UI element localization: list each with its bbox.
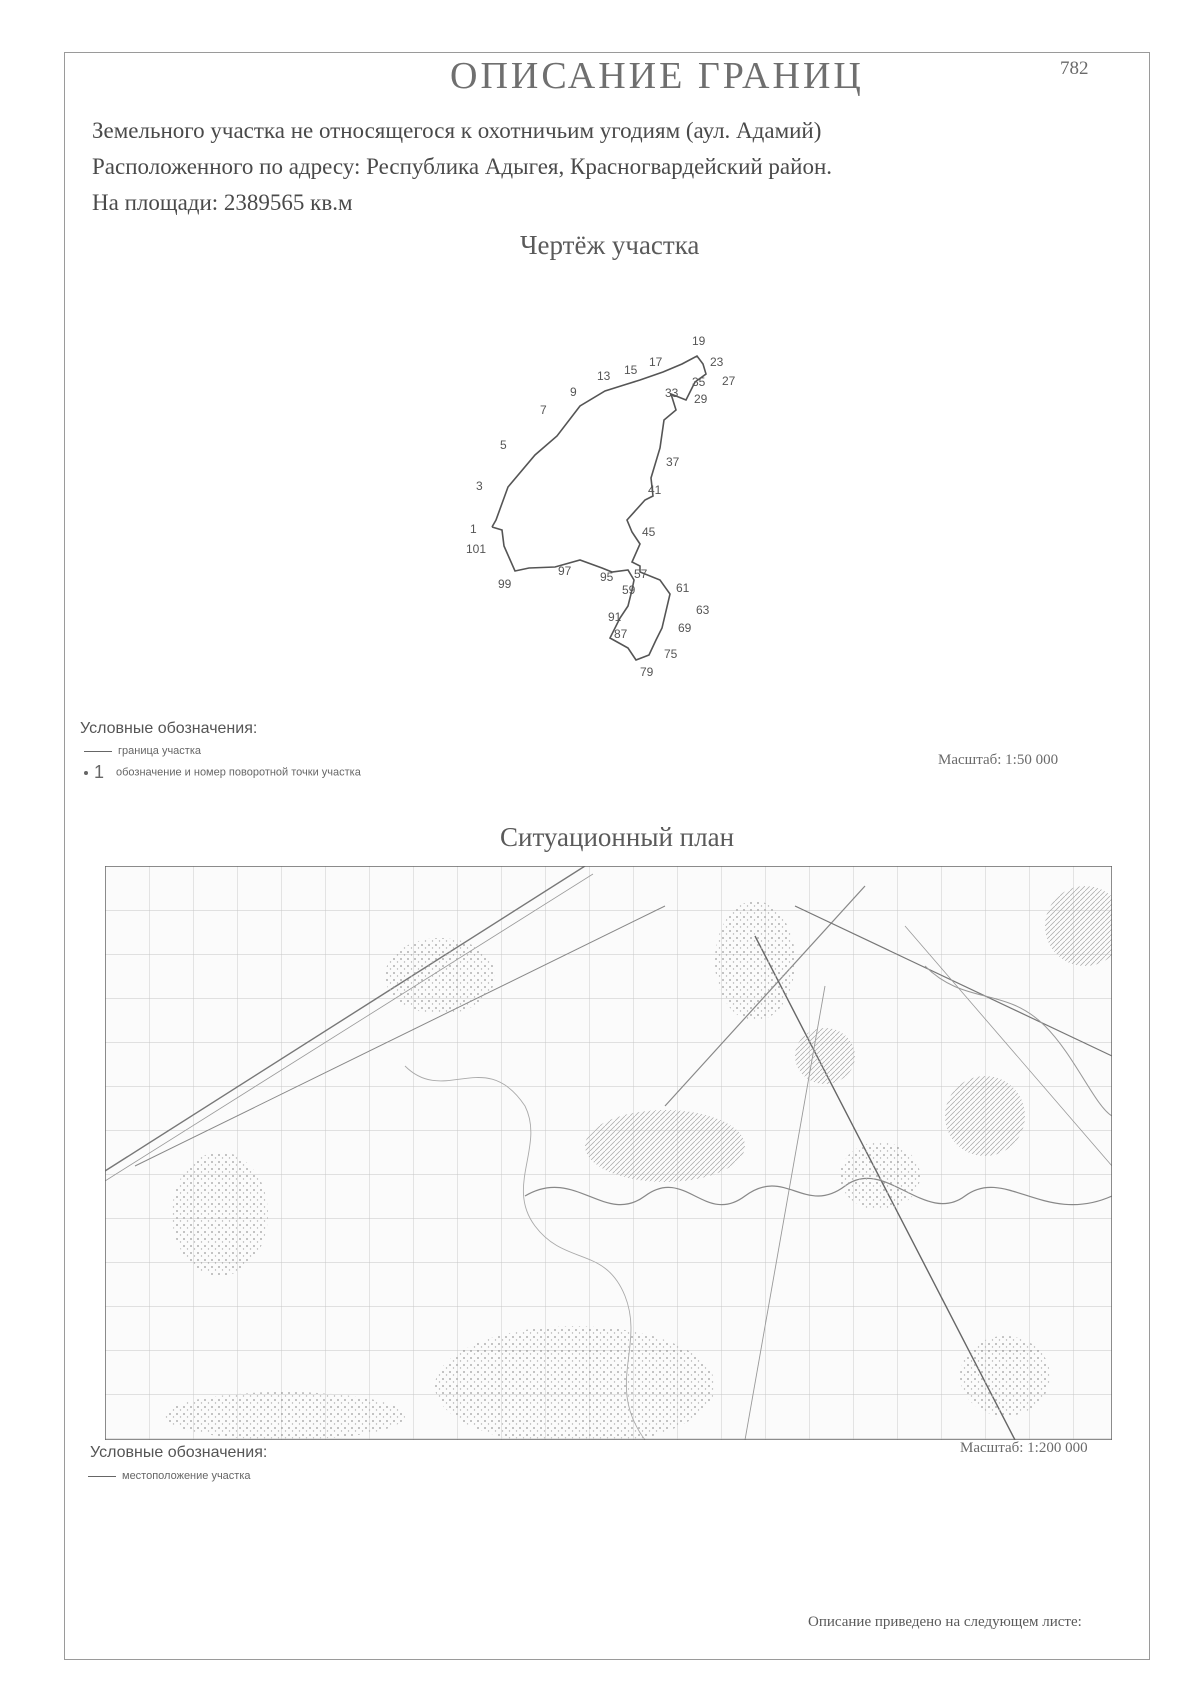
point-label-101: 101 <box>466 542 487 556</box>
point-label-15: 15 <box>624 363 638 377</box>
point-label-1: 1 <box>470 522 477 536</box>
point-label-61: 61 <box>676 581 690 595</box>
point-label-29: 29 <box>694 392 708 406</box>
point-label-95: 95 <box>600 570 614 584</box>
point-label-41: 41 <box>648 483 662 497</box>
point-label-35: 35 <box>692 375 706 389</box>
point-label-87: 87 <box>614 627 628 641</box>
point-label-63: 63 <box>696 603 710 617</box>
point-label-9: 9 <box>570 385 577 399</box>
drawing-legend-title: Условные обозначения: <box>80 720 258 737</box>
legend-point-label: обозначение и номер поворотной точки участка <box>116 766 361 779</box>
location-line-icon <box>88 1476 116 1477</box>
page-number: 782 <box>1060 58 1089 79</box>
legend-boundary-row <box>84 745 201 757</box>
drawing-scale: Масштаб: 1:50 000 <box>938 752 1059 768</box>
parcel-boundary <box>492 356 706 660</box>
header-line-3: На площади: 2389565 кв.м <box>92 190 353 215</box>
point-label-17: 17 <box>649 355 663 369</box>
point-label-91: 91 <box>608 610 622 624</box>
boundary-line-icon <box>84 751 112 752</box>
point-label-13: 13 <box>597 369 611 383</box>
point-labels <box>466 334 736 679</box>
point-label-79: 79 <box>640 665 654 679</box>
footer-note: Описание приведено на следующем листе: <box>808 1614 1082 1630</box>
legend-point-row <box>84 762 361 783</box>
point-dot-icon <box>84 771 88 775</box>
situation-scale: Масштаб: 1:200 000 <box>960 1440 1088 1456</box>
legend-location-row <box>88 1470 251 1482</box>
point-label-69: 69 <box>678 621 692 635</box>
situation-legend-title: Условные обозначения: <box>90 1444 268 1461</box>
point-label-33: 33 <box>665 386 679 400</box>
document-title: ОПИСАНИЕ ГРАНИЦ <box>450 55 864 97</box>
situation-title: Ситуационный план <box>500 822 735 852</box>
parcel-drawing <box>420 320 740 700</box>
point-label-7: 7 <box>540 403 547 417</box>
header-line-2: Расположенного по адресу: Республика Адыгея, Красногвардейский район. <box>92 154 833 179</box>
legend-boundary-label: граница участка <box>118 745 201 757</box>
point-label-97: 97 <box>558 564 572 578</box>
point-label-19: 19 <box>692 334 706 348</box>
point-label-45: 45 <box>642 525 656 539</box>
legend-location-label: местоположение участка <box>122 1470 251 1482</box>
point-label-75: 75 <box>664 647 678 661</box>
point-label-57: 57 <box>634 567 648 581</box>
point-label-27: 27 <box>722 374 736 388</box>
situation-map <box>105 866 1112 1440</box>
point-label-99: 99 <box>498 577 512 591</box>
point-label-59: 59 <box>622 583 636 597</box>
drawing-title: Чертёж участка <box>520 230 700 260</box>
point-label-23: 23 <box>710 355 724 369</box>
header-line-1: Земельного участка не относящегося к охотничьим угодиям (аул. Адамий) <box>92 118 822 143</box>
point-label-37: 37 <box>666 455 680 469</box>
legend-point-number: 1 <box>94 762 105 782</box>
point-label-5: 5 <box>500 438 507 452</box>
point-label-3: 3 <box>476 479 483 493</box>
